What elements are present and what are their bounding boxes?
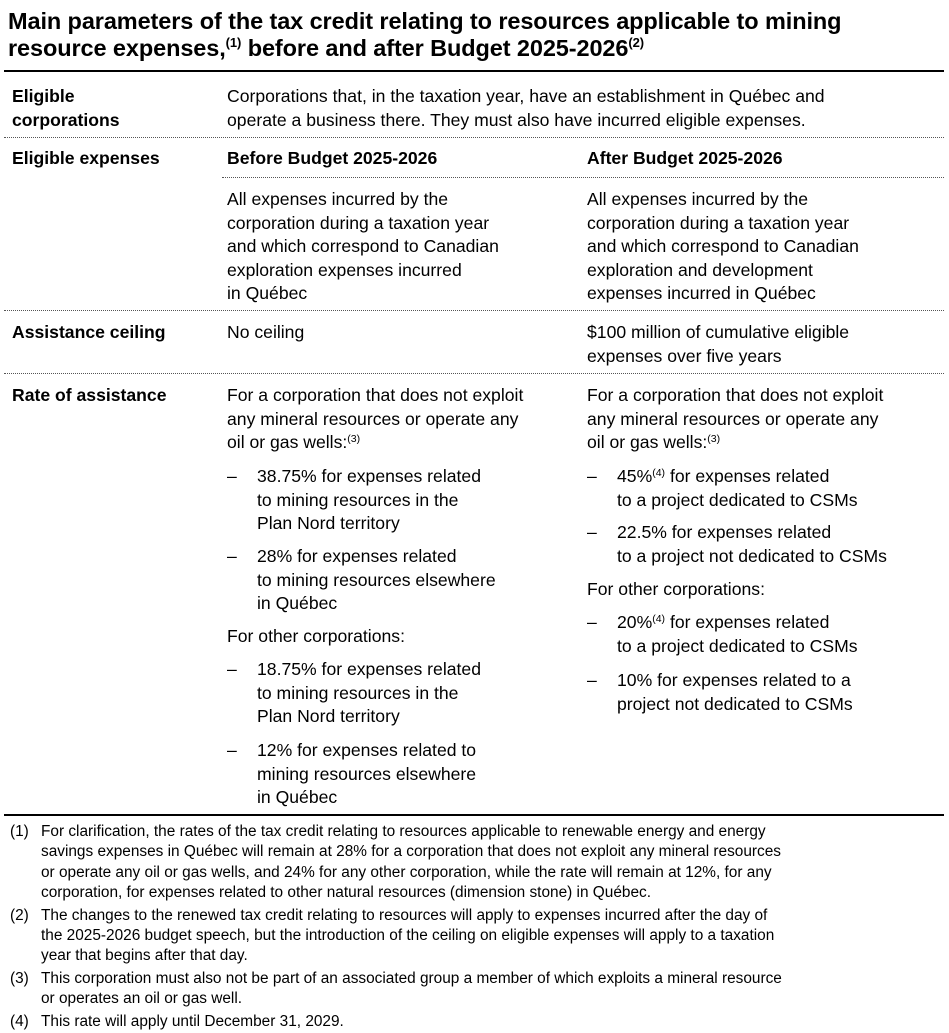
footnote-ref-3: (3): [347, 433, 361, 445]
eligible-expenses-before-line: and which correspond to Canadian: [227, 236, 499, 256]
eligible-corporations-text: [227, 85, 942, 132]
rate-before-intro: [227, 384, 582, 455]
bullet-dash: –: [227, 466, 237, 486]
label-assistance-ceiling: Assistance ceiling: [12, 322, 166, 342]
bullet-line: to a project not dedicated to CSMs: [617, 545, 887, 566]
label-eligible-corporations: [12, 85, 120, 132]
header-divider: [222, 177, 944, 178]
bullet-line: Plan Nord territory: [257, 513, 400, 533]
eligible-corporations-text-line-2: operate a business there. They must also have incurred eligible expenses.: [227, 109, 806, 130]
row-divider: [4, 373, 944, 374]
bullet-dash: –: [587, 612, 597, 632]
assistance-ceiling-after-line-1: $100 million of cumulative eligible: [587, 322, 850, 342]
bullet-dash: –: [587, 522, 597, 542]
rate-after-intro-line-1: For a corporation that does not exploit: [587, 385, 884, 405]
footnote-line: or operates an oil or gas well.: [41, 990, 243, 1008]
bullet-line: 10% for expenses related to a: [617, 670, 851, 690]
eligible-expenses-after-line: expenses incurred in Québec: [587, 283, 816, 303]
rate-after-intro-line-2: any mineral resources or operate any: [587, 408, 879, 429]
rate-after-intro: [587, 384, 942, 455]
title-line-2: [8, 35, 938, 62]
footnote-line: savings expenses in Québec will remain at 28% for a corporation that does not exploit any mineral resources: [41, 843, 781, 861]
label-rate-of-assistance: Rate of assistance: [12, 385, 167, 405]
assistance-ceiling-after-line-2: expenses over five years: [587, 345, 782, 366]
title-footnote-ref-2: (2): [628, 35, 644, 50]
header-after-budget: After Budget 2025-2026: [587, 148, 783, 168]
bullet-line: to mining resources in the: [257, 489, 459, 510]
table-top-rule: [4, 70, 944, 72]
footnotes: [10, 822, 940, 1033]
bullet-line: [617, 611, 942, 635]
footnote-line: The changes to the renewed tax credit relating to resources will apply to expenses incurred after the day of: [41, 906, 768, 924]
footnote-ref-3: (3): [707, 433, 721, 445]
title-line-2-text: resource expenses,: [8, 35, 226, 61]
footnote-number: (2): [10, 906, 29, 924]
bullet-line: 22.5% for expenses related: [617, 522, 832, 542]
rate-before-other: For other corporations:: [227, 626, 405, 646]
bullet-line: in Québec: [257, 593, 338, 613]
footnote-line: This corporation must also not be part of an associated group a member of which exploits a mineral resource: [41, 969, 782, 987]
footnote-number: (1): [10, 823, 29, 840]
rate-value: 45%: [617, 466, 653, 486]
rate-after-intro-line-3: [587, 431, 942, 455]
footnote-line: For clarification, the rates of the tax credit relating to resources applicable to renewable energy and energy: [41, 823, 766, 840]
bullet-line: 28% for expenses related: [257, 546, 457, 566]
rate-text: for expenses related: [665, 466, 830, 486]
bullet-line: 38.75% for expenses related: [257, 466, 481, 486]
footnote-1: [10, 822, 940, 904]
eligible-expenses-before: [227, 188, 577, 306]
footnote-2: [10, 906, 940, 967]
assistance-ceiling-before: No ceiling: [227, 322, 305, 342]
eligible-expenses-after-line: corporation during a taxation year: [587, 212, 850, 233]
footnote-3: [10, 969, 940, 1010]
eligible-expenses-after-line: All expenses incurred by the: [587, 189, 809, 209]
bullet-line: 18.75% for expenses related: [257, 659, 481, 679]
footnote-4: [10, 1012, 940, 1032]
bullet-dash: –: [227, 546, 237, 566]
table-title: [8, 8, 938, 62]
rate-before-intro-line-2: any mineral resources or operate any: [227, 408, 519, 429]
eligible-expenses-before-line: in Québec: [227, 283, 308, 303]
footnote-line: the 2025-2026 budget speech, but the introduction of the ceiling on eligible expenses will apply to a taxation: [41, 927, 775, 945]
eligible-expenses-after: [587, 188, 942, 306]
bullet-dash: –: [227, 740, 237, 760]
footnote-ref-4: (4): [652, 467, 666, 479]
footnote-ref-4: (4): [652, 613, 666, 625]
table-bottom-rule: [4, 814, 944, 816]
footnote-number: (4): [10, 1012, 29, 1030]
eligible-expenses-before-line: corporation during a taxation year: [227, 212, 490, 233]
bullet-line: project not dedicated to CSMs: [617, 693, 853, 714]
eligible-expenses-before-line: All expenses incurred by the: [227, 189, 449, 209]
rate-before-intro-text: oil or gas wells:: [227, 432, 348, 452]
eligible-expenses-after-line: exploration and development: [587, 259, 813, 280]
bullet-line: to a project dedicated to CSMs: [617, 489, 858, 510]
bullet-line: 12% for expenses related to: [257, 740, 477, 760]
rate-after-intro-text: oil or gas wells:: [587, 432, 708, 452]
header-before-budget: Before Budget 2025-2026: [227, 148, 438, 168]
footnote-line: year that begins after that day.: [41, 947, 248, 965]
rate-after-other: For other corporations:: [587, 579, 765, 599]
footnote-line: corporation, for expenses related to other natural resources (dimension stone) in Québec.: [41, 884, 651, 902]
eligible-corporations-text-line-1: Corporations that, in the taxation year, have an establishment in Québec and: [227, 86, 825, 106]
title-footnote-ref-1: (1): [225, 35, 242, 50]
label-eligible-expenses: Eligible expenses: [12, 148, 160, 168]
bullet-dash: –: [227, 659, 237, 679]
row-divider: [4, 310, 944, 311]
bullet-dash: –: [587, 670, 597, 690]
bullet-line: [617, 465, 942, 489]
bullet-line: to mining resources in the: [257, 682, 459, 703]
title-line-2-rest: before and after Budget 2025-2026: [241, 35, 629, 61]
label-eligible-corporations-line-1: Eligible: [12, 86, 75, 106]
footnote-line: This rate will apply until December 31, 2029.: [41, 1012, 344, 1030]
bullet-line: in Québec: [257, 787, 338, 807]
rate-value: 20%: [617, 612, 653, 632]
footnote-line: or operate any oil or gas wells, and 24% for any other corporation, while the rate will remain at 12%, for any: [41, 863, 772, 881]
label-eligible-corporations-line-2: corporations: [12, 109, 120, 130]
bullet-line: Plan Nord territory: [257, 706, 400, 726]
rate-text: for expenses related: [665, 612, 830, 632]
rate-before-intro-line-1: For a corporation that does not exploit: [227, 385, 524, 405]
title-line-1: Main parameters of the tax credit relating to resources applicable to mining: [8, 8, 842, 34]
eligible-expenses-after-line: and which correspond to Canadian: [587, 236, 859, 256]
bullet-line: to a project dedicated to CSMs: [617, 635, 858, 656]
row-divider: [4, 137, 944, 138]
rate-before-intro-line-3: [227, 431, 582, 455]
assistance-ceiling-after: [587, 321, 942, 368]
footnote-number: (3): [10, 969, 29, 987]
bullet-line: mining resources elsewhere: [257, 763, 477, 784]
bullet-dash: –: [587, 466, 597, 486]
eligible-expenses-before-line: exploration expenses incurred: [227, 259, 462, 280]
bullet-line: to mining resources elsewhere: [257, 569, 496, 590]
